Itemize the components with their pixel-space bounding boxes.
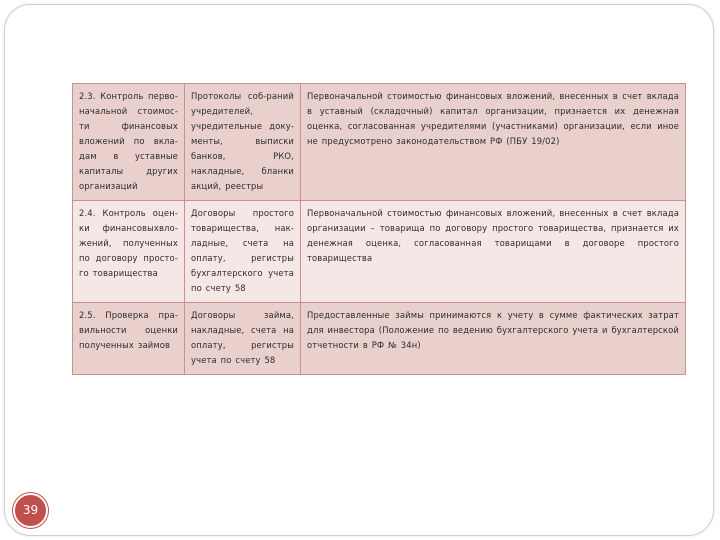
valuation-rule-cell: Первоначальной стоимостью финансовых вложений, внесенных в счет вклада организации – товарища по договору простого товарищества, признается их денежная оценка, согласованная товарищами в договоре простого товарищества bbox=[301, 201, 686, 303]
audit-procedures-table bbox=[72, 83, 686, 375]
table-row bbox=[73, 303, 686, 375]
table-row bbox=[73, 201, 686, 303]
source-documents-cell: Договоры займа, накладные, счета на оплату, регистры учета по счету 58 bbox=[185, 303, 301, 375]
control-item-cell: 2.5. Проверка пра-вильности оценки полученных займов bbox=[73, 303, 185, 375]
page-number-badge bbox=[13, 493, 48, 528]
control-item-cell: 2.3. Контроль перво-начальной стоимос-ти финансовых вложений по вкла-дам в уставные капиталы других организаций bbox=[73, 84, 185, 201]
control-item-cell: 2.4. Контроль оцен-ки финансовыхвло-жений, полученных по договору просто-го товарищества bbox=[73, 201, 185, 303]
source-documents-cell: Договоры простого товарищества, нак-ладные, счета на оплату, регистры бухгалтерского учета по счету 58 bbox=[185, 201, 301, 303]
page-number: 39 bbox=[22, 503, 39, 517]
valuation-rule-cell: Предоставленные займы принимаются к учету в сумме фактических затрат для инвестора (Положение по ведению бухгалтерского учета и бухгалтерской отчетности в РФ № 34н) bbox=[301, 303, 686, 375]
valuation-rule-cell: Первоначальной стоимостью финансовых вложений, внесенных в счет вклада в уставный (складочный) капитал организации, признается их денежная оценка, согласованная учредителями (участниками) организации, если иное не предусмотрено законодательством РФ (ПБУ 19/02) bbox=[301, 84, 686, 201]
table-row bbox=[73, 84, 686, 201]
source-documents-cell: Протоколы соб-раний учредителей, учредительные доку-менты, выписки банков, РКО, накладные, бланки акций, реестры bbox=[185, 84, 301, 201]
